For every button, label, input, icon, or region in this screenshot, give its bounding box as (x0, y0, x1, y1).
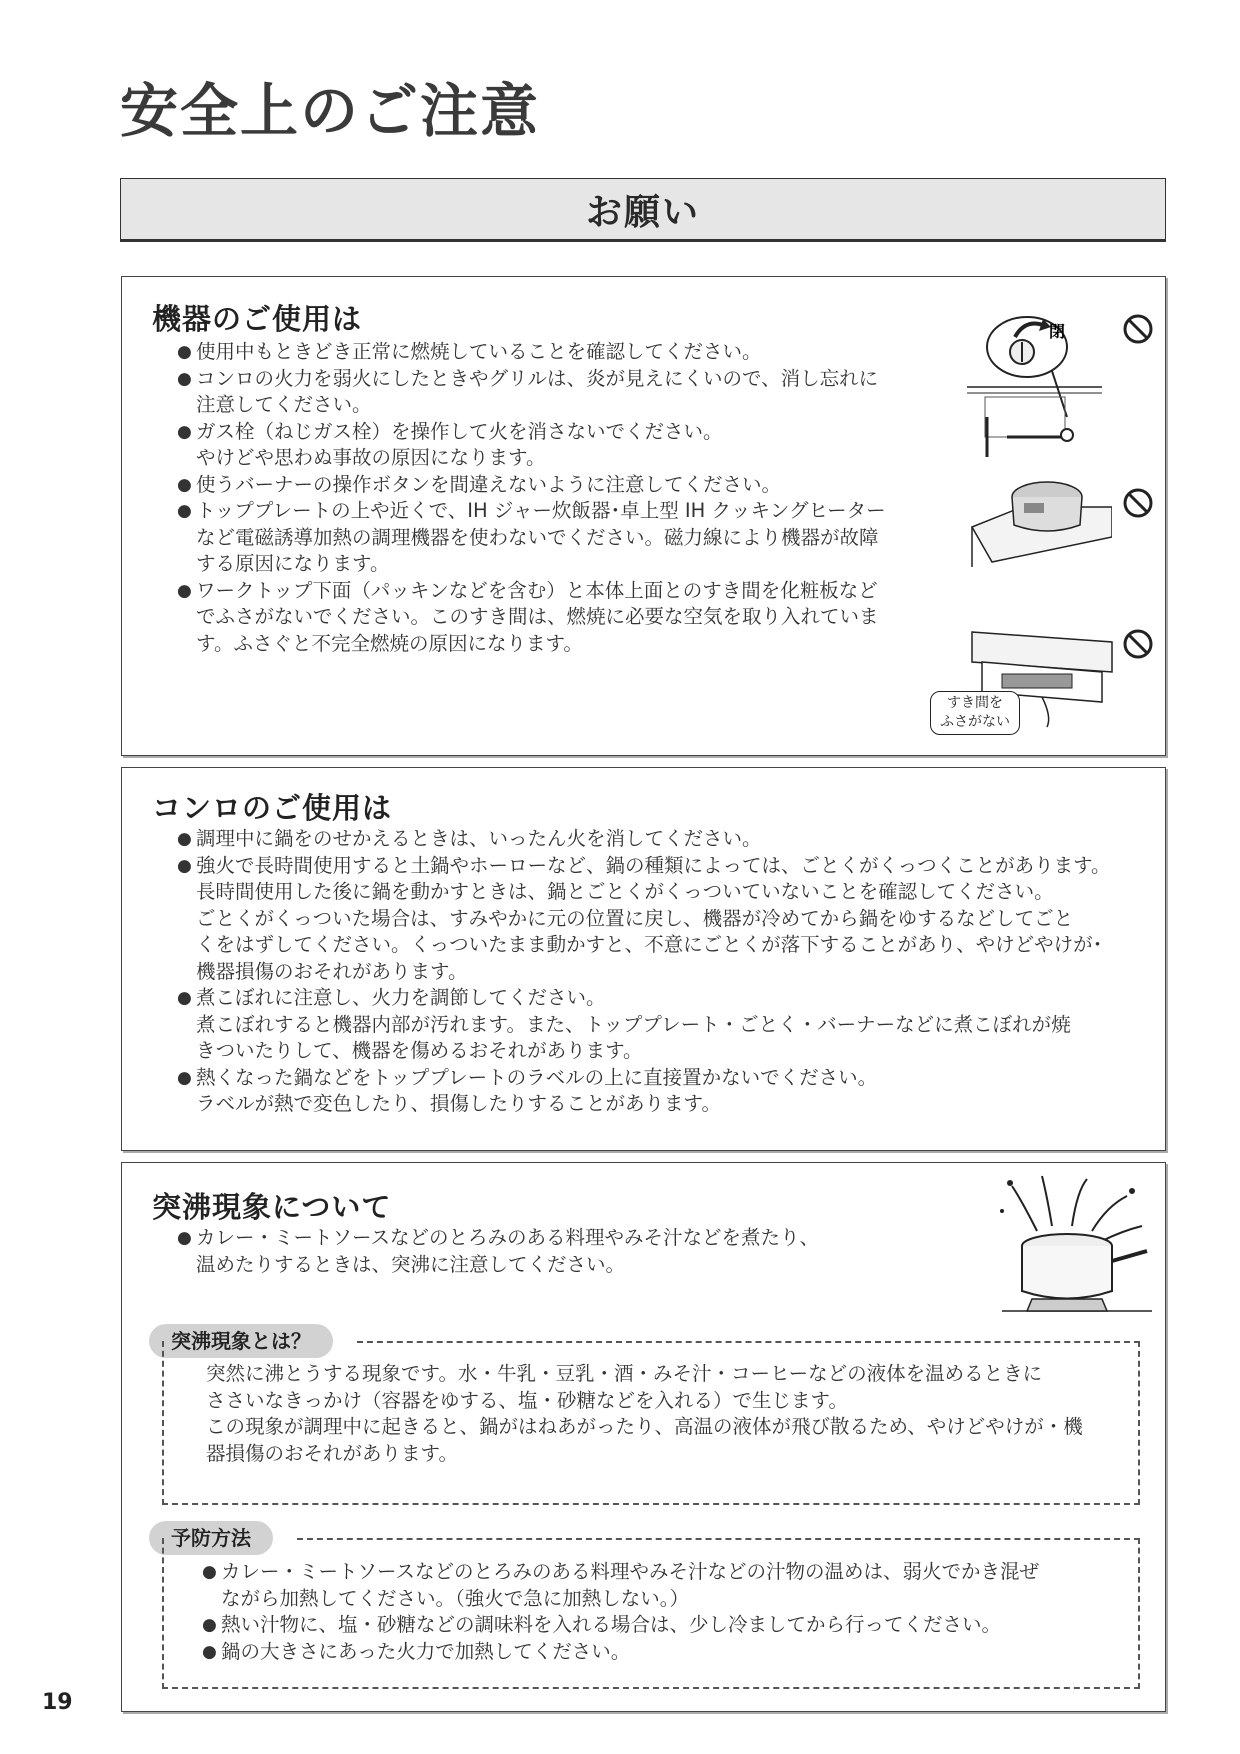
what-is-bumping-label: 突沸現象とは？ (149, 1324, 333, 1358)
prevention-label: 予防方法 (149, 1521, 273, 1555)
what-is-bumping-text (206, 1361, 1083, 1467)
section-device-usage (121, 276, 1166, 756)
paragraph-line: ささいなきっかけ（容器をゆする、塩・砂糖などを入れる）で生じます。 (206, 1388, 848, 1412)
list-item-line: ● 熱い汁物に、塩・砂糖などの調味料を入れる場合は、少し冷ましてから行ってください。 (221, 1613, 1002, 1636)
list-item (177, 472, 886, 499)
list-item (177, 1065, 1111, 1118)
list-item-line: など電磁誘導加熱の調理機器を使わないでください。磁力線により機器が故障 (196, 525, 879, 549)
list-item (202, 1639, 1039, 1666)
prohibition-icon (1122, 313, 1154, 345)
gas-valve-illustration (967, 307, 1117, 462)
list-item-line: ● ワークトップ下面（パッキンなどを含む）と本体上面とのすき間を化粧板など (196, 578, 878, 602)
list-item (177, 853, 1111, 986)
list-item-line: 注意してください。 (196, 393, 372, 416)
gap-callout-line: すき間を (947, 695, 1003, 711)
list-item-line: ● カレー・ミートソースなどのとろみのある料理やみそ汁などを煮たり、 (196, 1226, 820, 1249)
gap-callout-line: ふさがない (940, 714, 1010, 730)
list-item (177, 366, 886, 419)
device-usage-list (177, 339, 886, 657)
stove-usage-list (177, 826, 1111, 1118)
valve-closed-label: 閉 (1049, 322, 1066, 341)
section-heading: 突沸現象について (152, 1190, 392, 1224)
section-stove-usage (121, 767, 1166, 1151)
paragraph-line: 器損傷のおそれがあります。 (206, 1441, 458, 1465)
list-item-line: でふさがないでください。このすき間は、燃焼に必要な空気を取り入れていま (196, 605, 879, 628)
list-item-line: ● 使用中もときどき正常に燃焼していることを確認してください。 (196, 340, 762, 363)
list-item-line: 温めたりするときは、突沸に注意してください。 (196, 1252, 626, 1276)
paragraph-line: 突然に沸とうする現象です。水・牛乳・豆乳・酒・みそ汁・コーヒーなどの液体を温めるときに (206, 1362, 1043, 1385)
list-item-line: 機器損傷のおそれがあります。 (196, 959, 468, 983)
list-item-line: 長時間使用した後に鍋を動かすときは、鍋とごとくがくっついていないことを確認してください。 (196, 880, 1054, 903)
boiling-pot-illustration (992, 1171, 1157, 1321)
notice-banner (120, 178, 1166, 242)
section-bumping (121, 1162, 1166, 1712)
list-item-line: ● 強火で長時間使用すると土鍋やホーローなど、鍋の種類によっては、ごとくがくっつくことがあります。 (196, 853, 1111, 877)
list-item-line: す。ふさぐと不完全燃焼の原因になります。 (196, 631, 583, 655)
list-item-line: ● 使うバーナーの操作ボタンを間違えないように注意してください。 (196, 472, 782, 496)
list-item-line: ごとくがくっついた場合は、すみやかに元の位置に戻し、機器が冷めてから鍋をゆするなどしてごと (196, 906, 1074, 930)
gap-callout (930, 691, 1020, 735)
prohibition-icon (1122, 628, 1154, 660)
prohibition-icon (1122, 487, 1154, 519)
list-item-line: ● 熱くなった鍋などをトッププレートのラベルの上に直接置かないでください。 (196, 1065, 878, 1089)
list-item-line: くをはずしてください。くっついたまま動かすと、不意にごとくが落下することがあり、やけどやけが･ (196, 933, 1103, 956)
list-item-line: ● コンロの火力を弱火にしたときやグリルは、炎が見えにくいので、消し忘れに (196, 366, 879, 390)
list-item-line: ● ガス栓（ねじガス栓）を操作して火を消さないでください。 (196, 419, 723, 443)
paragraph-line: この現象が調理中に起きると、鍋がはねあがったり、高温の液体が飛び散るため、やけどやけが・機 (206, 1415, 1083, 1438)
banner-label: お願い (585, 191, 700, 233)
list-item (177, 1225, 819, 1278)
section-heading: 機器のご使用は (152, 302, 363, 336)
list-item (177, 339, 886, 366)
list-item-line: ながら加熱してください。（強火で急に加熱しない。） (221, 1586, 690, 1610)
list-item-line: 煮こぼれすると機器内部が汚れます。また、トッププレート・ごとく・バーナーなどに煮こぼれが焼 (196, 1012, 1071, 1036)
list-item (177, 498, 886, 578)
list-item-line: やけどや思わぬ事故の原因になります。 (196, 446, 546, 469)
list-item (177, 826, 1111, 853)
list-item (177, 578, 886, 658)
list-item-line: ● 煮こぼれに注意し、火力を調節してください。 (196, 986, 606, 1009)
list-item-line: ● 調理中に鍋をのせかえるときは、いったん火を消してください。 (196, 827, 762, 850)
page-title: 安全上のご注意 (120, 77, 541, 145)
prevention-list (202, 1559, 1039, 1665)
list-item-line: する原因になります。 (196, 552, 390, 575)
list-item (177, 985, 1111, 1065)
rice-cooker-illustration (962, 467, 1112, 577)
list-item-line: ● カレー・ミートソースなどのとろみのある料理やみそ汁などの汁物の温めは、弱火でかき混ぜ (221, 1560, 1040, 1583)
list-item-line: ● 鍋の大きさにあった火力で加熱してください。 (221, 1639, 631, 1663)
page-number: 19 (42, 1690, 73, 1715)
section-heading: コンロのご使用は (152, 791, 393, 825)
list-item-line: きついたりして、機器を傷めるおそれがあります。 (196, 1039, 643, 1062)
list-item (177, 419, 886, 472)
list-item-line: ● トッププレートの上や近くで、IH ジャー炊飯器･卓上型 IH クッキングヒーター (196, 499, 886, 522)
list-item (202, 1612, 1039, 1639)
list-item (202, 1559, 1039, 1612)
bumping-list (177, 1225, 819, 1278)
list-item-line: ラベルが熱で変色したり、損傷したりすることがあります。 (196, 1092, 721, 1115)
